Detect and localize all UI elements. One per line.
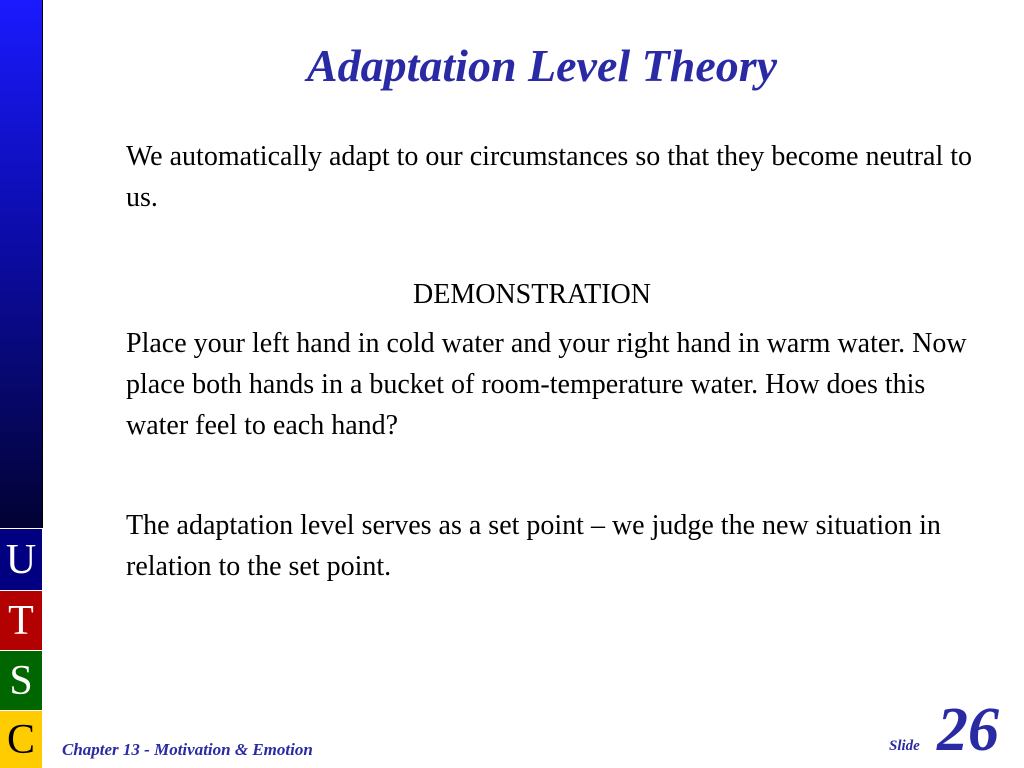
- sidebar-letter-s: S: [0, 650, 42, 710]
- paragraph-set-point: The adaptation level serves as a set point – we judge the new situation in relation to the set point.: [126, 510, 941, 582]
- footer-chapter: Chapter 13 - Motivation & Emotion: [62, 740, 313, 759]
- footer-slide-number: 26: [937, 696, 999, 764]
- side-gradient-bar: [0, 0, 43, 528]
- sidebar-letter-u: U: [0, 528, 42, 590]
- slide-title: Adaptation Level Theory: [306, 40, 778, 91]
- paragraph-intro: We automatically adapt to our circumstances so that they become neutral to us.: [126, 141, 973, 213]
- demonstration-heading: DEMONSTRATION: [413, 279, 651, 310]
- footer-slide-label: Slide: [889, 738, 920, 754]
- paragraph-demonstration: Place your left hand in cold water and your right hand in warm water. Now place both hands in a bucket of room-temperature water. How does this water feel to each hand?: [126, 328, 967, 441]
- sidebar-letter-c: C: [0, 710, 42, 768]
- sidebar-letter-t: T: [0, 590, 42, 650]
